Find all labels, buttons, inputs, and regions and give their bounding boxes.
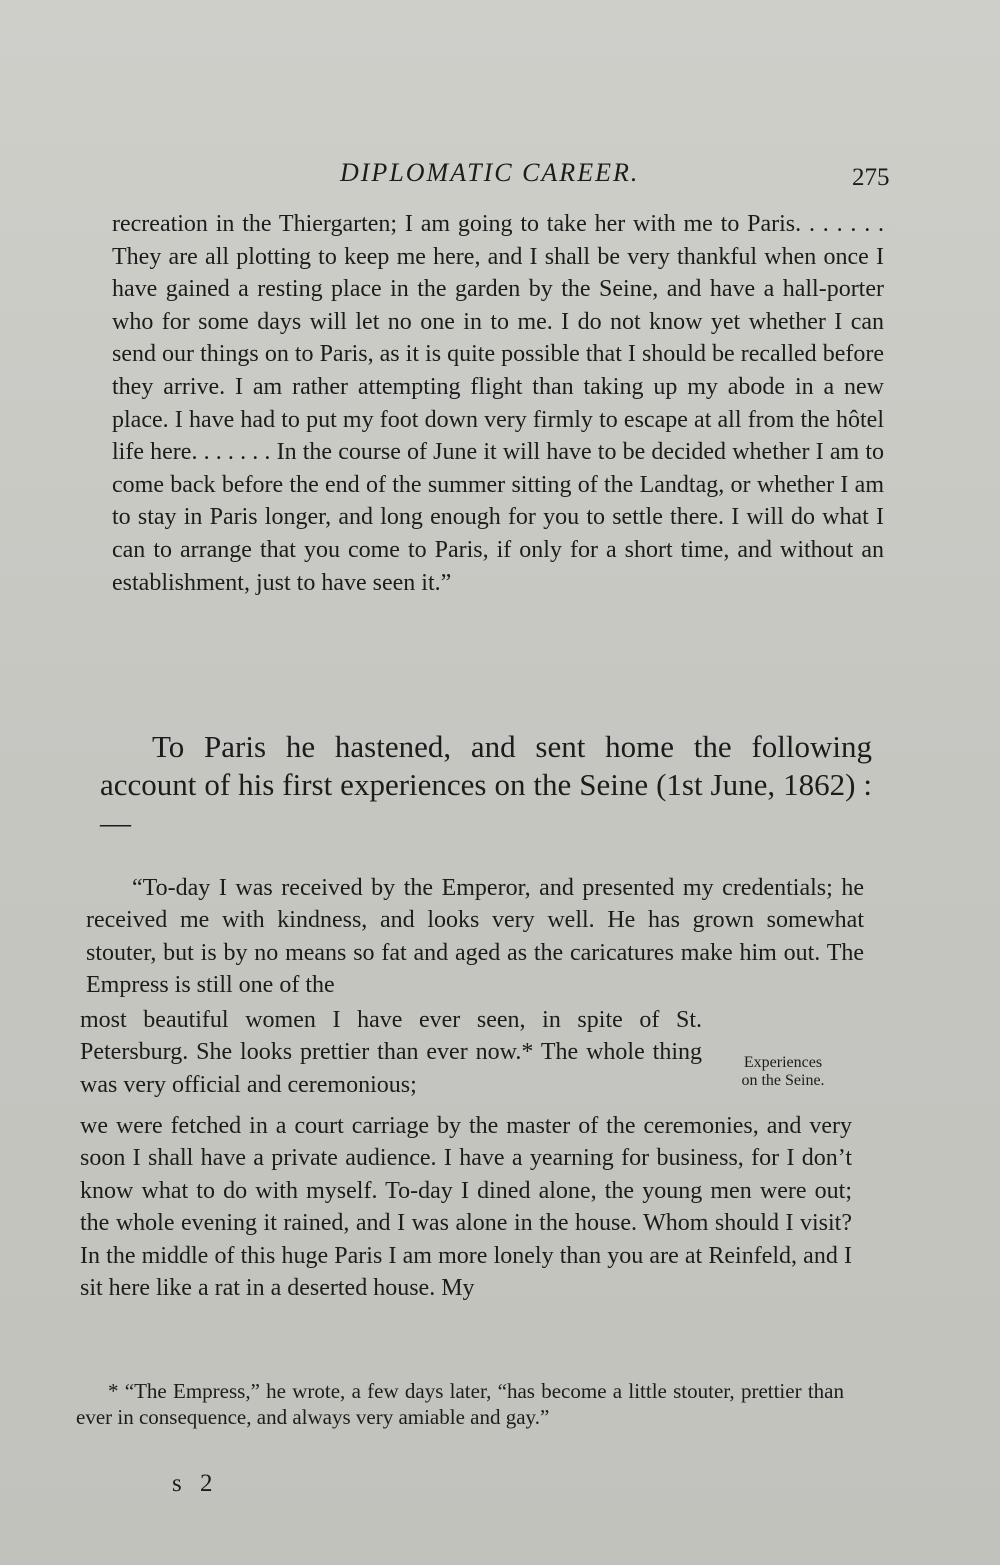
running-head: DIPLOMATIC CAREER. [340,158,640,187]
letter-paris-part-1 [86,872,864,1002]
letter-continuation-paragraph: recreation in the Thiergarten; I am going to take her with me to Paris. . . . . . . They are all plotting to keep me here, and I shall be very thankful when once I have gained a resting place in the garden by the Seine, and have a hall-porter who for some days will let no one in to me. I do not know yet whether I can send our things on to Paris, as it is quite possible that I should be recalled before they arrive. I am rather attempting flight than taking up my abode in a new place. I have had to put my foot down very firmly to escape at all from the hôtel life here. . . . . . . In the course of June it will have to be decided whether I am to come back before the end of the summer sitting of the Landtag, or whether I am to stay in Paris longer, and long enough for you to settle there. I will do what I can to arrange that you come to Paris, if only for a short time, and without an establishment, just to have seen it.” [112,211,884,596]
letter-paris-part-2 [80,1004,702,1101]
side-note-line-2: on the Seine. [741,1072,825,1089]
side-note-line-1: Experiences [743,1054,823,1071]
letter-continuation [112,208,884,599]
letter-paris-text-3: we were fetched in a court carriage by the master of the ceremonies, and very soon I shall have a private audience. I have a yearning for business, for I don’t know what to do with myself. To-day I dined alone, the young men were out; the whole evening it rained, and I was alone in the house. Whom should I visit? In the middle of this huge Paris I am more lonely than you are at Reinfeld, and I sit here like a rat in a deserted house. My [80,1113,852,1302]
narrative-text: To Paris he hastened, and sent home the following account of his first experiences on the Seine (1st June, 1862) :— [100,729,872,840]
footnote-text: * “The Empress,” he wrote, a few days later, “has become a little stouter, prettier than ever in consequence, and always very amiable and gay.” [76,1379,844,1429]
side-note [718,1054,848,1090]
narrative-paragraph [100,728,872,842]
letter-paris-text-1: “To-day I was received by the Emperor, and presented my credentials; he received me with kindness, and looks very well. He has grown somewhat stouter, but is by no means so fat and aged as the caricatures make him out. The Empress is still one of the [86,875,864,999]
footnote [76,1378,844,1430]
page-number: 275 [852,164,890,191]
letter-paris-text-2: most beautiful women I have ever seen, in spite of St. Petersburg. She looks prettier than ever now.* The whole thing was very official and ceremonious; [80,1007,702,1098]
signature-mark: s 2 [172,1470,219,1497]
letter-paris-part-3 [80,1110,852,1304]
